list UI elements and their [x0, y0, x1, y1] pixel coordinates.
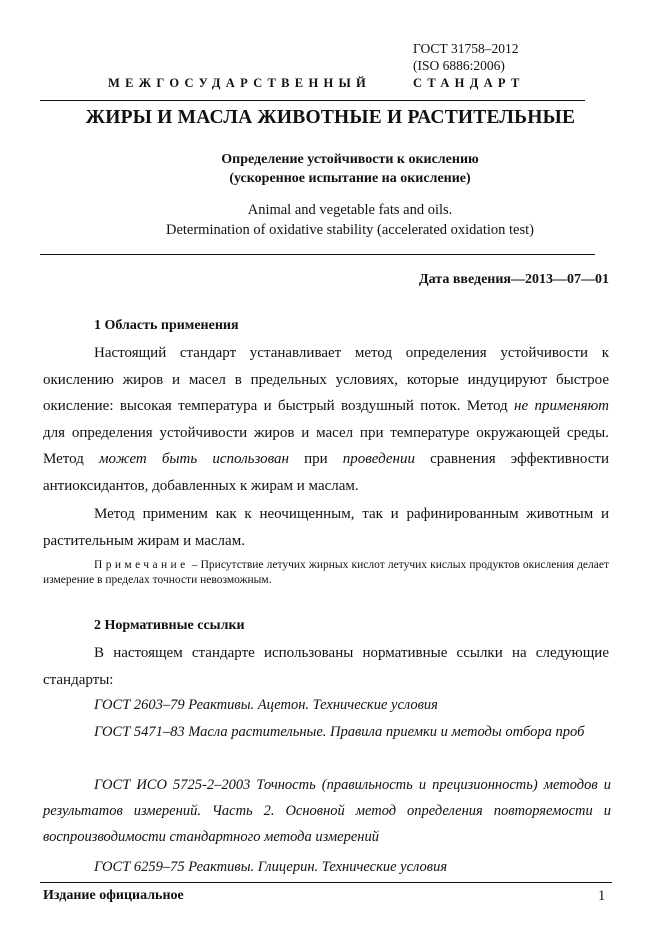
interstate-word: МЕЖГОСУДАРСТВЕННЫЙ: [108, 76, 372, 90]
section-2-heading: 2 Нормативные ссылки: [94, 618, 245, 633]
subtitle-line-2: (ускоренное испытание на окисление): [229, 171, 471, 186]
text-run: Настоящий стандарт устанавливает метод определения устойчивости к окислению жиров и масел в предельных условиях, которые индуцируют быстрое окисление: высокая температура и быстрый воздушный поток. Метод: [43, 345, 609, 414]
emphasis-run: может быть использован: [98, 451, 289, 467]
note: [43, 558, 609, 588]
section-2-paragraph-1: В настоящем стандарте использованы нормативные ссылки на следующие стандарты:: [43, 645, 609, 688]
section-1-heading: 1 Область применения: [94, 318, 239, 333]
page-number: 1: [598, 888, 606, 904]
reference-item: ГОСТ ИСО 5725-2–2003 Точность (правильность и прецизионность) методов и результатов измерений. Часть 2. Основной метод определения повторяемости и воспроизводимости стандартного метода измерений: [43, 777, 611, 845]
reference-item: ГОСТ 5471–83 Масла растительные. Правила приемки и методы отбора проб: [94, 724, 585, 740]
section-1-paragraph-1: [43, 340, 609, 499]
subtitle-line-1: Определение устойчивости к окислению: [221, 152, 479, 167]
english-title-line-1: Animal and vegetable fats and oils.: [247, 202, 453, 218]
emphasis-run: не применяют: [514, 398, 609, 414]
document-title: ЖИРЫ И МАСЛА ЖИВОТНЫЕ И РАСТИТЕЛЬНЫЕ: [85, 107, 576, 128]
reference-item: ГОСТ 2603–79 Реактивы. Ацетон. Технические условия: [94, 697, 438, 713]
standard-codes: [413, 40, 519, 74]
introduction-date: Дата введения—2013—07—01: [419, 272, 609, 287]
std-code: ГОСТ 31758–2012: [413, 41, 519, 56]
reference-item: ГОСТ 6259–75 Реактивы. Глицерин. Технические условия: [94, 859, 448, 875]
header-rule: [40, 100, 585, 101]
title-rule: [40, 254, 595, 255]
standard-word: СТАНДАРТ: [413, 76, 525, 90]
text-run: для определения устойчивости жиров и масел при температуре окружающей среды. Метод: [43, 424, 609, 467]
footer-rule: [40, 882, 612, 883]
official-edition-label: Издание официальное: [43, 888, 184, 903]
iso-code: (ISO 6886:2006): [413, 58, 505, 73]
section-1-paragraph-2: Метод применим как к неочищенным, так и рафинированным животным и растительным жирам и маслам.: [43, 506, 609, 549]
english-title-line-2: Determination of oxidative stability (accelerated oxidation test): [165, 222, 534, 238]
note-label: Примечание: [94, 559, 189, 571]
text-run: сравнения эффективности антиоксидантов, добавленных к жирам и маслам.: [43, 451, 610, 494]
emphasis-run: проведении: [342, 451, 415, 467]
text-run: при: [289, 451, 343, 467]
note-text: – Присутствие летучих жирных кислот летучих кислых продуктов окисления делает измерение в пределах точности невозможным.: [43, 559, 609, 586]
